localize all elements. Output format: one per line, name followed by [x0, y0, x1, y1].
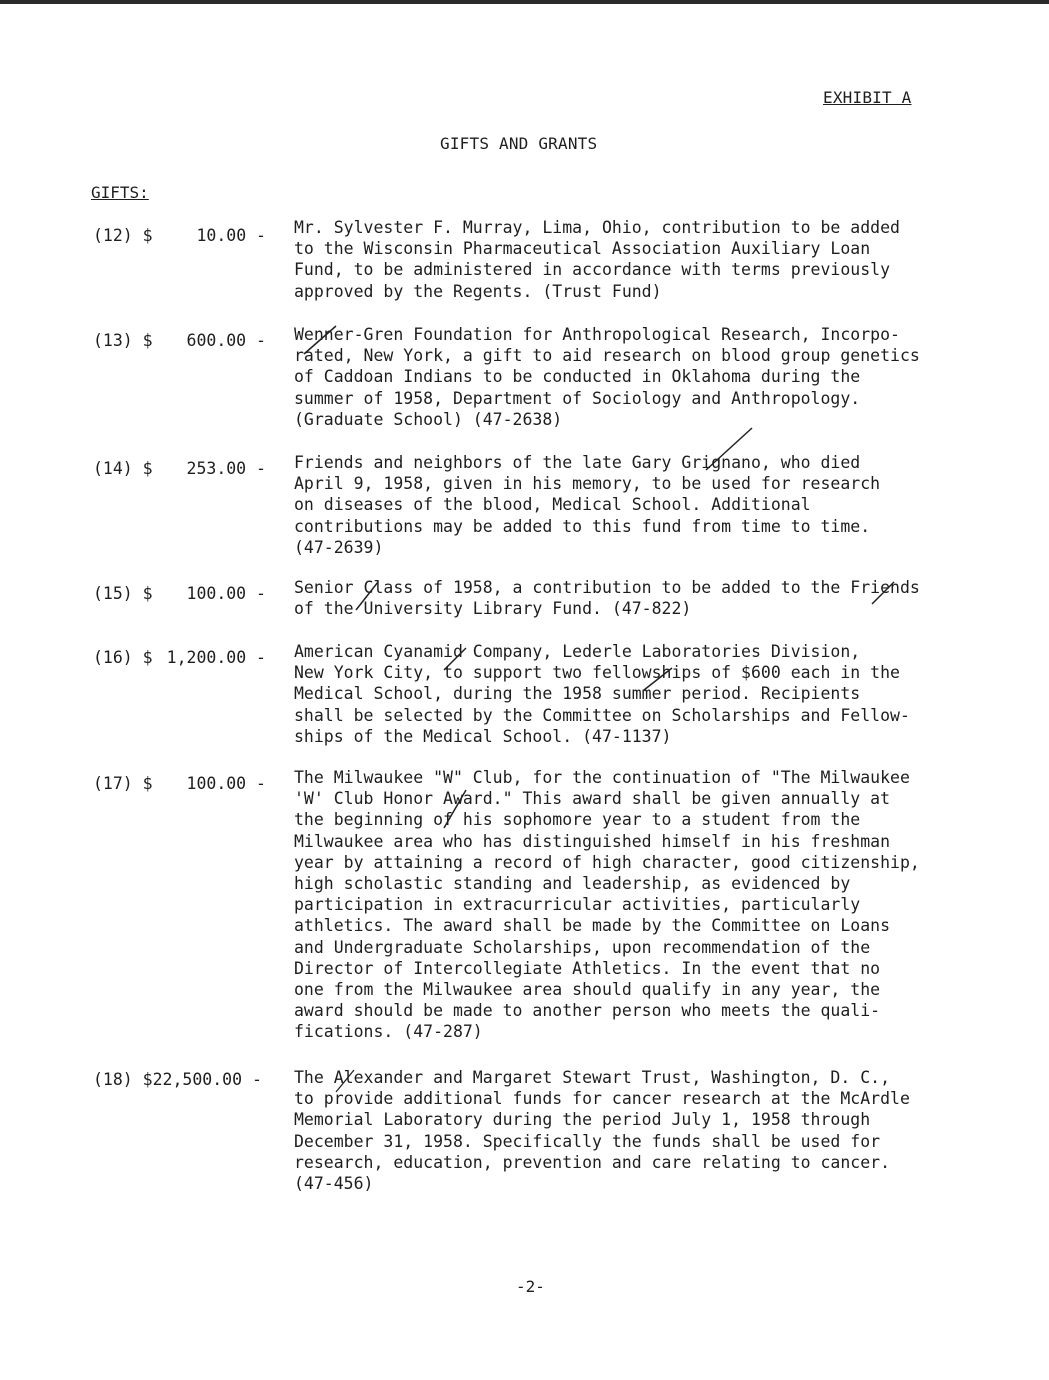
gift-description: American Cyanamid Company, Lederle Laboratories Division, New York City, to support two fellowships of $600 each in the Medical School, during the 1958 summer period. Recipients shall be selected by the Committee on Scholarships and Fellow- ships of the Medical School. (47-1137): [294, 642, 910, 746]
page-title: GIFTS AND GRANTS: [440, 134, 598, 153]
gift-number: (17) $: [93, 774, 153, 793]
gift-amount: 100.00 -: [186, 774, 266, 793]
gift-description: Senior Class of 1958, a contribution to be added to the Friends of the University Library Fund. (47-822): [294, 578, 920, 619]
gift-number: (16) $: [93, 648, 153, 667]
gift-description: Friends and neighbors of the late Gary Grignano, who died April 9, 1958, given in his memory, to be used for research on diseases of the blood, Medical School. Additional contributions may be added to this fund from time to time. (47-2639): [294, 453, 881, 557]
gift-amount: 600.00 -: [186, 331, 266, 350]
gift-number: (12) $: [93, 226, 153, 245]
gift-number: (18) $22,500.00 -: [93, 1070, 262, 1089]
section-label-gifts: GIFTS:: [91, 183, 149, 202]
gift-description: Wenner-Gren Foundation for Anthropological Research, Incorpo- rated, New York, a gift to aid research on blood group genetics of Caddoan Indians to be conducted in Oklahoma during the summer of 1958, Department of Sociology and Anthropology. (Graduate School) (47-2638): [294, 325, 920, 429]
gift-description: Mr. Sylvester F. Murray, Lima, Ohio, contribution to be added to the Wisconsin Pharmaceutical Association Auxiliary Loan Fund, to be administered in accordance with terms previously approved by the Regents. (Trust Fund): [294, 218, 900, 301]
gift-number: (13) $: [93, 331, 153, 350]
gift-amount: 10.00 -: [196, 226, 266, 245]
page-number: -2-: [516, 1277, 545, 1296]
gift-amount: 1,200.00 -: [166, 648, 266, 667]
scan-top-edge: [0, 0, 1049, 4]
gift-amount: 100.00 -: [186, 584, 266, 603]
gift-description: The Milwaukee "W" Club, for the continuation of "The Milwaukee 'W' Club Honor Award." This award shall be given annually at the beginning of his sophomore year to a student from the Milwaukee area who has distinguished himself in his freshman year by attaining a record of high character, good citizenship, high scholastic standing and leadership, as evidenced by participation in extracurricular activities, particularly athletics. The award shall be made by the Committee on Loans and Undergraduate Scholarships, upon recommendation of the Director of Intercollegiate Athletics. In the event that no one from the Milwaukee area should qualify in any year, the award should be made to another person who meets the quali- fications. (47-287): [294, 768, 920, 1042]
gift-number: (15) $: [93, 584, 153, 603]
gift-description: The Alexander and Margaret Stewart Trust, Washington, D. C., to provide additional funds for cancer research at the McArdle Memorial Laboratory during the period July 1, 1958 through December 31, 1958. Specifically the funds shall be used for research, education, prevention and care relating to cancer. (47-456): [294, 1068, 910, 1194]
gift-number: (14) $: [93, 459, 153, 478]
exhibit-label: EXHIBIT A: [823, 88, 912, 107]
gift-amount: 253.00 -: [186, 459, 266, 478]
